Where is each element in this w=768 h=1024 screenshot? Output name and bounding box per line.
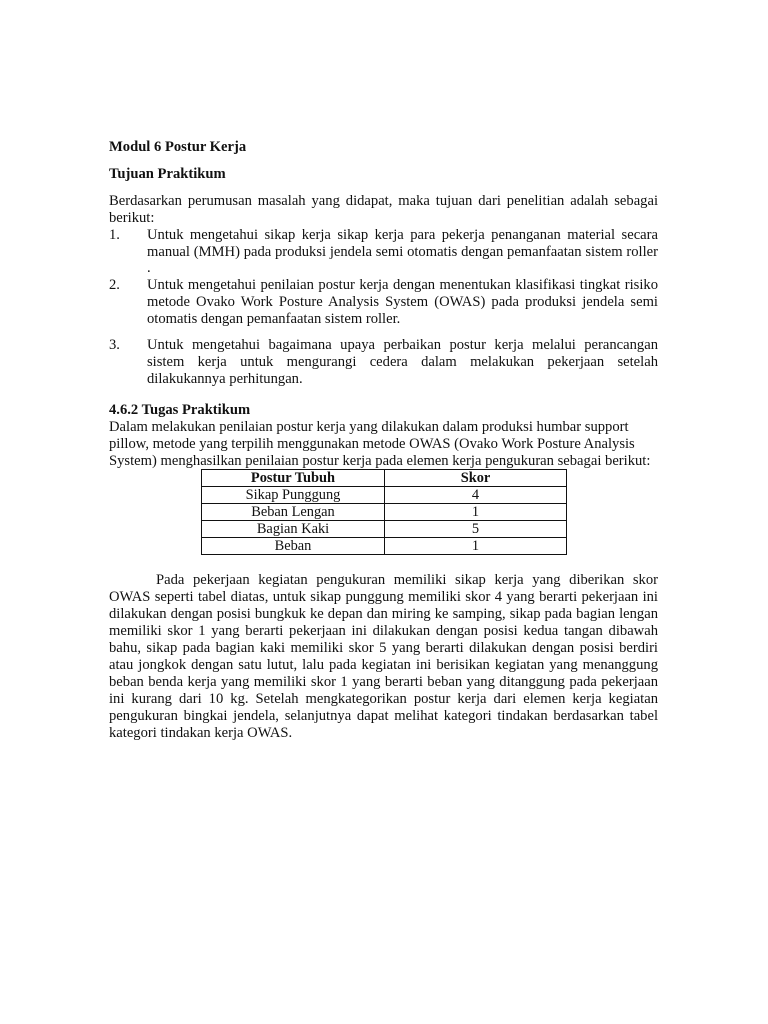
posture-cell: Beban Lengan bbox=[202, 504, 385, 521]
objective-list bbox=[109, 227, 658, 388]
list-item-number: 1. bbox=[109, 226, 120, 243]
list-item-text: Untuk mengetahui bagaimana upaya perbaikan postur kerja melalui perancangan sistem kerja untuk mengurangi cedera dalam melakukan pekerjaan setelah dilakukannya perhitungan. bbox=[147, 337, 658, 387]
module-title: Modul 6 Postur Kerja bbox=[109, 139, 247, 155]
list-item bbox=[109, 337, 658, 388]
list-item-number: 2. bbox=[109, 277, 120, 294]
table-row bbox=[202, 521, 567, 538]
section-heading: 4.6.2 Tugas Praktikum bbox=[109, 401, 251, 418]
posture-cell: Beban bbox=[202, 538, 385, 555]
score-cell: 4 bbox=[385, 487, 567, 504]
section-intro: Dalam melakukan penilaian postur kerja yang dilakukan dalam produksi humbar support pillow, metode yang terpilih menggunakan metode OWAS (Ovako Work Posture Analysis System) menghasilkan penilaian postur kerja pada elemen kerja pengukuran sebagai berikut: bbox=[109, 418, 651, 469]
score-cell: 1 bbox=[385, 538, 567, 555]
score-cell: 1 bbox=[385, 504, 567, 521]
posture-cell: Bagian Kaki bbox=[202, 521, 385, 538]
list-item-number: 3. bbox=[109, 337, 120, 354]
table-row bbox=[202, 504, 567, 521]
objective-intro: Berdasarkan perumusan masalah yang didapat, maka tujuan dari penelitian adalah sebagai berikut: bbox=[109, 192, 658, 226]
column-header-posture: Postur Tubuh bbox=[202, 470, 385, 487]
analysis-paragraph: Pada pekerjaan kegiatan pengukuran memiliki sikap kerja yang diberikan skor OWAS seperti tabel diatas, untuk sikap punggung memiliki skor 4 yang berarti pekerjaan ini dilakukan dengan posisi bungkuk ke depan dan miring ke samping, sikap pada bagian lengan memiliki skor 1 yang berarti pekerjaan ini dilakukan dengan posisi kedua tangan dibawah bahu, sikap pada bagian kaki memiliki skor 5 yang berarti dilakukan dengan posisi berdiri atau jongkok dengan satu lutut, lalu pada kegiatan ini berisikan kegiatan yang menanggung beban benda kerja yang memiliki skor 1 yang berarti beban yang ditanggung pada pekerjaan ini kurang dari 10 kg. Setelah mengkategorikan postur kerja dari elemen kerja kegiatan pengukuran bingkai jendela, selanjutnya dapat melihat kategori tindakan berdasarkan tabel kategori tindakan kerja OWAS. bbox=[109, 572, 658, 741]
owas-score-table bbox=[201, 469, 567, 555]
objective-heading: Tujuan Praktikum bbox=[109, 165, 226, 182]
column-header-score: Skor bbox=[385, 470, 567, 487]
table-header-row bbox=[202, 470, 567, 487]
table-row bbox=[202, 487, 567, 504]
score-cell: 5 bbox=[385, 521, 567, 538]
list-item-text: Untuk mengetahui sikap kerja sikap kerja para pekerja penanganan material secara manual (MMH) pada produksi jendela semi otomatis dengan pemanfaatan sistem roller . bbox=[147, 226, 658, 277]
list-item bbox=[109, 227, 658, 278]
table-row bbox=[202, 538, 567, 555]
posture-cell: Sikap Punggung bbox=[202, 487, 385, 504]
document-page bbox=[109, 139, 658, 741]
list-item-text: Untuk mengetahui penilaian postur kerja dengan menentukan klasifikasi tingkat risiko metode Ovako Work Posture Analysis System (OWAS) pada produksi jendela semi otomatis dengan pemanfaatan sistem roller. bbox=[147, 277, 658, 328]
list-item bbox=[109, 277, 658, 328]
